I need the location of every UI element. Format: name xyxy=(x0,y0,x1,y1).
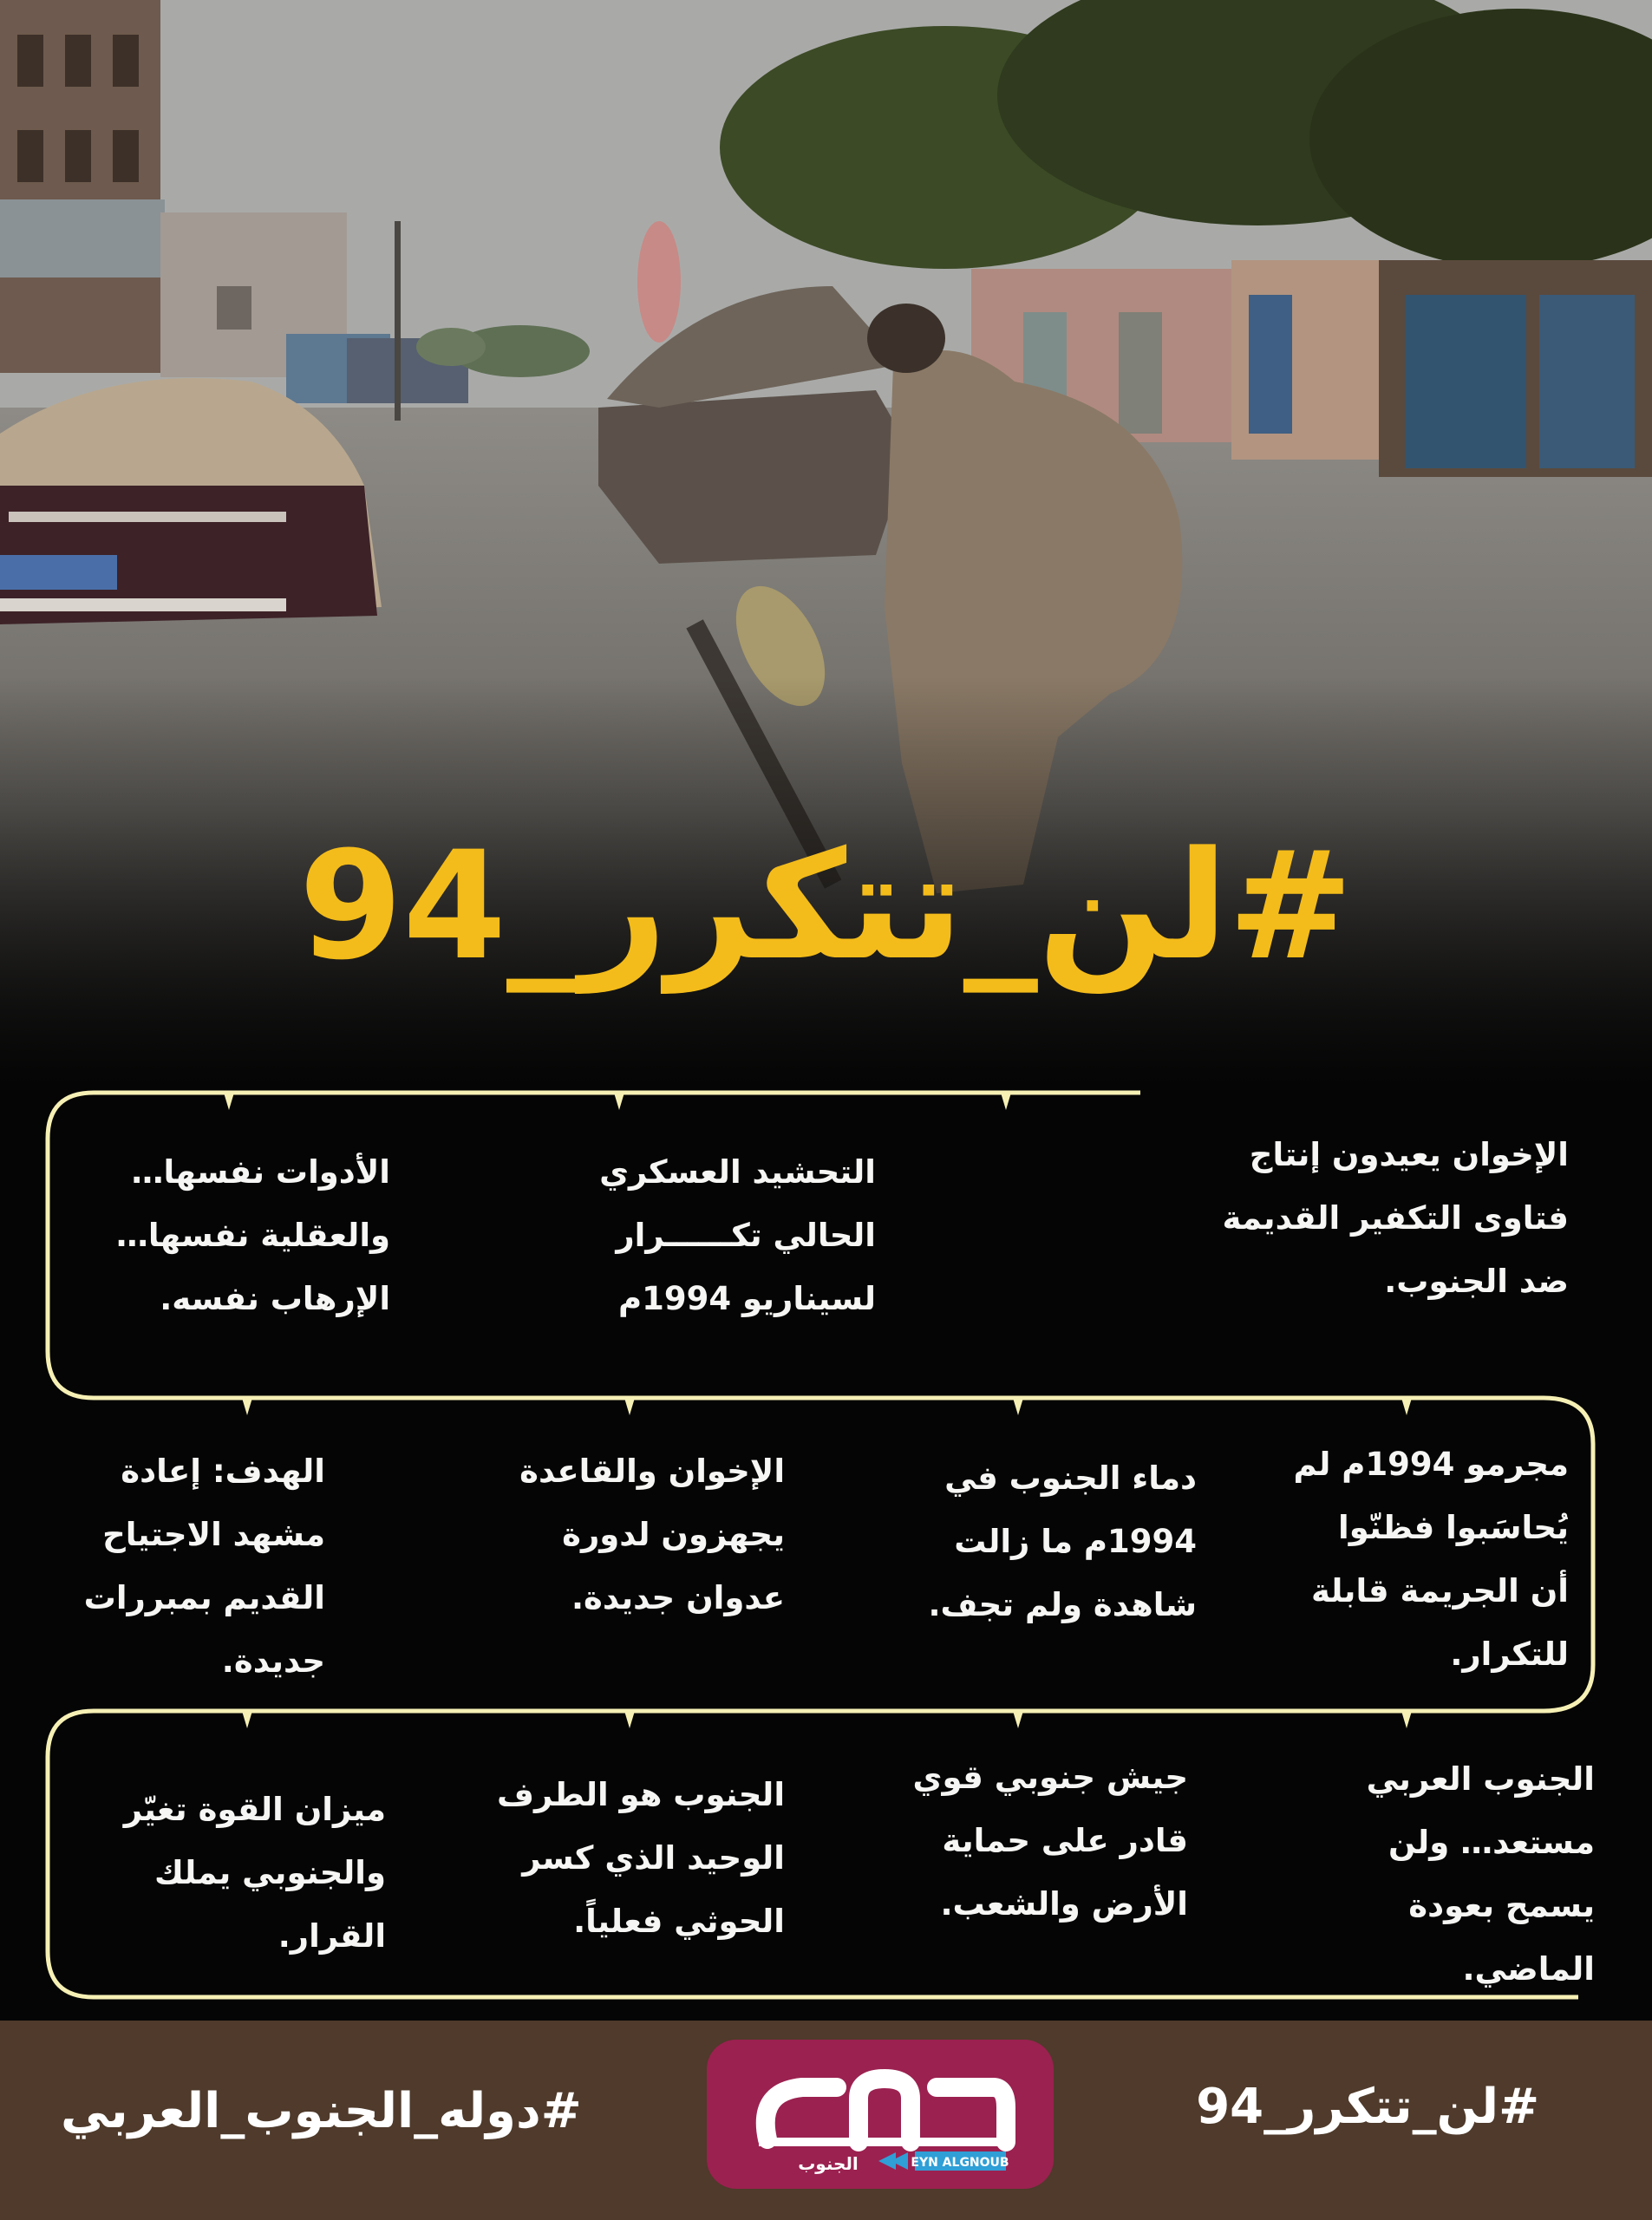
logo xyxy=(707,2040,1054,2189)
row3-cell2: جيش جنوبي قوي قادر على حماية الأرض والشعب. xyxy=(912,1759,1188,1923)
row3-cell3: الجنوب هو الطرف الوحيد الذي كسر الحوثي فعلياً. xyxy=(497,1776,785,1940)
row1-cell1: الإخوان يعيدون إنتاج فتاوى التكفير القديمة ضد الجنوب. xyxy=(1222,1136,1569,1300)
row2-cell3: الإخوان والقاعدة يجهزون لدورة عدوان جديدة. xyxy=(519,1453,785,1616)
row1-cell3: الأدوات نفسها… والعقلية نفسها… الإرهاب نفسه. xyxy=(115,1153,390,1317)
footer-hashtag-left: #دوله_الجنوب_العربي xyxy=(61,2083,582,2139)
logo-caption-ar: الجنوب xyxy=(798,2153,859,2174)
row3-cell4: ميزان القوة تغيّر والجنوبي يملك القرار. xyxy=(123,1791,386,1955)
row3-cell1: الجنوب العربي مستعد… ولن يسمح بعودة الماضي. xyxy=(1366,1760,1595,1988)
row1-cell2: التحشيد العسكري الحالي تكــــــرار لسيناريو 1994م xyxy=(599,1153,876,1317)
row2-cell2: دماء الجنوب في 1994م ما زالت شاهدة ولم تجف. xyxy=(928,1459,1197,1623)
logo-caption-en: EYN ALGNOUB xyxy=(911,2156,1009,2170)
footer-bar xyxy=(0,2021,1652,2220)
row2-cell4: الهدف: إعادة مشهد الاجتياح القديم بمبررات جديدة. xyxy=(83,1453,325,1680)
footer-hashtag-right: #لن_تتكرر_94 xyxy=(1196,2079,1539,2135)
row2-cell1: مجرمو 1994م لم يُحاسَبوا فظنّوا أن الجريمة قابلة للتكرار. xyxy=(1293,1446,1569,1673)
headline-hashtag: #لن_تتكرر_94 xyxy=(298,819,1354,993)
eyn-logo-icon xyxy=(707,2040,1054,2189)
